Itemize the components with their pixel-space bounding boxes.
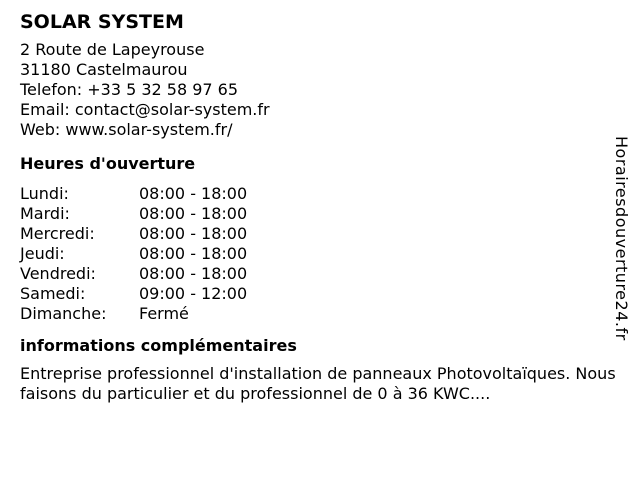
day-hours: 09:00 - 12:00 — [139, 284, 248, 303]
additional-info-text: Entreprise professionnel d'installation de panneaux Photovoltaïques. Nous faisons du particulier et du professionnel de 0 à 36 KWC.... — [20, 364, 616, 403]
hours-row-thursday — [20, 244, 620, 264]
hours-row-saturday — [20, 284, 620, 304]
day-hours: Fermé — [139, 304, 189, 323]
day-hours: 08:00 - 18:00 — [139, 184, 248, 203]
day-hours: 08:00 - 18:00 — [139, 244, 248, 263]
day-hours: 08:00 - 18:00 — [139, 264, 248, 283]
opening-hours-title: Heures d'ouverture — [20, 154, 196, 173]
business-card — [20, 10, 620, 404]
address-line-1: 2 Route de Lapeyrouse — [20, 40, 205, 59]
day-label: Mardi: — [20, 204, 70, 223]
day-label: Mercredi: — [20, 224, 95, 243]
opening-hours-list — [20, 184, 620, 324]
business-name: SOLAR SYSTEM — [20, 11, 184, 33]
day-label: Dimanche: — [20, 304, 107, 323]
watermark-site-name: Horairesdouverture24.fr — [612, 136, 631, 341]
day-hours: 08:00 - 18:00 — [139, 224, 248, 243]
hours-row-wednesday — [20, 224, 620, 244]
day-label: Jeudi: — [20, 244, 65, 263]
website: Web: www.solar-system.fr/ — [20, 120, 233, 139]
day-label: Vendredi: — [20, 264, 96, 283]
hours-row-tuesday — [20, 204, 620, 224]
email-address: Email: contact@solar-system.fr — [20, 100, 270, 119]
hours-row-monday — [20, 184, 620, 204]
hours-row-sunday — [20, 304, 620, 324]
day-label: Lundi: — [20, 184, 69, 203]
day-label: Samedi: — [20, 284, 86, 303]
address-line-2: 31180 Castelmaurou — [20, 60, 188, 79]
phone-number: Telefon: +33 5 32 58 97 65 — [20, 80, 239, 99]
day-hours: 08:00 - 18:00 — [139, 204, 248, 223]
hours-row-friday — [20, 264, 620, 284]
additional-info-title: informations complémentaires — [20, 336, 297, 355]
